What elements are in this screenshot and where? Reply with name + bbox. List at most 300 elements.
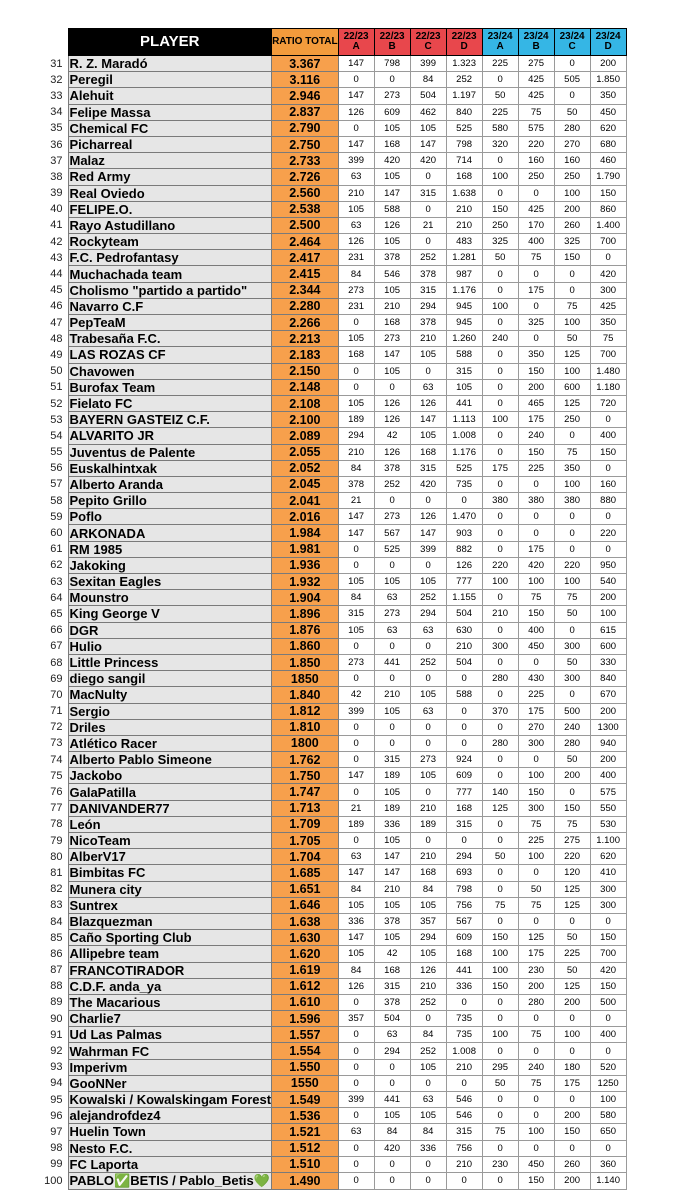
period-value: 425 — [518, 88, 554, 104]
period-value: 100 — [554, 1027, 590, 1043]
period-value: 0 — [410, 784, 446, 800]
period-value: 1.008 — [446, 428, 482, 444]
ratio-total: 1.536 — [272, 1108, 339, 1124]
period-value: 399 — [410, 56, 446, 72]
period-value: 100 — [518, 768, 554, 784]
period-value: 150 — [590, 930, 626, 946]
table-row — [30, 913, 626, 929]
period-value: 615 — [590, 622, 626, 638]
period-value: 680 — [590, 136, 626, 152]
table-row — [30, 1156, 626, 1172]
rank-number: 56 — [50, 462, 63, 475]
period-value: 225 — [518, 460, 554, 476]
period-value: 350 — [590, 315, 626, 331]
period-value: 210 — [446, 1059, 482, 1075]
period-value: 150 — [554, 1124, 590, 1140]
period-value: 1.180 — [590, 379, 626, 395]
ratio-total: 2.183 — [272, 347, 339, 363]
period-value: 0 — [374, 1059, 410, 1075]
period-value: 420 — [518, 557, 554, 573]
period-value: 693 — [446, 865, 482, 881]
ratio-total: 2.016 — [272, 509, 339, 525]
rank-number: 99 — [50, 1158, 63, 1171]
period-value: 75 — [590, 331, 626, 347]
ratio-total: 2.041 — [272, 493, 339, 509]
period-value: 84 — [410, 881, 446, 897]
period-value: 0 — [410, 363, 446, 379]
period-value: 175 — [518, 412, 554, 428]
period-value: 505 — [554, 72, 590, 88]
period-value: 189 — [338, 412, 374, 428]
period-value: 0 — [482, 719, 518, 735]
ratio-total: 2.266 — [272, 315, 339, 331]
ratio-total: 1.554 — [272, 1043, 339, 1059]
period-value: 270 — [518, 719, 554, 735]
ratio-total: 1.747 — [272, 784, 339, 800]
period-value: 21 — [338, 800, 374, 816]
period-value: 105 — [410, 428, 446, 444]
period-value: 250 — [554, 169, 590, 185]
ratio-total: 1.651 — [272, 881, 339, 897]
rank-number: 67 — [50, 640, 63, 653]
period-value: 0 — [554, 428, 590, 444]
period-value: 441 — [374, 1092, 410, 1108]
period-value: 400 — [518, 622, 554, 638]
ratio-total: 1.638 — [272, 913, 339, 929]
ratio-total: 2.837 — [272, 104, 339, 120]
player-name: Little Princess — [68, 654, 272, 670]
period-value: 105 — [338, 395, 374, 411]
period-value: 315 — [338, 606, 374, 622]
period-value: 1.470 — [446, 509, 482, 525]
period-value: 0 — [482, 379, 518, 395]
ratio-total: 1.510 — [272, 1156, 339, 1172]
period-value: 240 — [482, 331, 518, 347]
rank-number: 76 — [50, 786, 63, 799]
period-value: 225 — [482, 104, 518, 120]
table-row — [30, 719, 626, 735]
player-name: FC Laporta — [68, 1156, 272, 1172]
period-value: 525 — [446, 120, 482, 136]
rank-number: 47 — [50, 316, 63, 329]
period-value: 126 — [338, 104, 374, 120]
ratio-total: 2.790 — [272, 120, 339, 136]
table-row — [30, 266, 626, 282]
player-name: Peregil — [68, 72, 272, 88]
period-value: 0 — [482, 687, 518, 703]
period-value: 150 — [554, 800, 590, 816]
period-value: 0 — [518, 476, 554, 492]
player-name: Cholismo "partido a partido" — [68, 282, 272, 298]
period-value: 0 — [374, 557, 410, 573]
period-value: 50 — [554, 606, 590, 622]
period-value: 300 — [554, 638, 590, 654]
rank-number: 65 — [50, 607, 63, 620]
period-value: 425 — [590, 298, 626, 314]
period-value: 504 — [410, 88, 446, 104]
period-value: 399 — [338, 153, 374, 169]
period-value: 220 — [518, 136, 554, 152]
ratio-total: 2.280 — [272, 298, 339, 314]
period-value: 100 — [554, 185, 590, 201]
rank-number: 55 — [50, 446, 63, 459]
period-value: 0 — [482, 266, 518, 282]
period-value: 260 — [554, 1156, 590, 1172]
period-value: 1.113 — [446, 412, 482, 428]
period-value: 168 — [410, 865, 446, 881]
period-value: 147 — [338, 88, 374, 104]
period-value: 1.260 — [446, 331, 482, 347]
period-value: 105 — [374, 703, 410, 719]
rank-number: 34 — [50, 106, 63, 119]
ratio-total: 1850 — [272, 671, 339, 687]
player-name: Navarro C.F — [68, 298, 272, 314]
rank-number: 33 — [50, 89, 63, 102]
period-value: 125 — [482, 800, 518, 816]
period-value: 240 — [518, 1059, 554, 1075]
period-value: 0 — [338, 541, 374, 557]
period-value: 0 — [590, 460, 626, 476]
period-value: 225 — [554, 946, 590, 962]
rank-number: 58 — [50, 494, 63, 507]
player-name: Allipebre team — [68, 946, 272, 962]
period-value: 0 — [590, 412, 626, 428]
ratio-total: 2.213 — [272, 331, 339, 347]
period-value: 210 — [338, 444, 374, 460]
period-value: 0 — [554, 784, 590, 800]
ratio-total: 1.713 — [272, 800, 339, 816]
ratio-total: 1.612 — [272, 978, 339, 994]
player-name: Imperivm — [68, 1059, 272, 1075]
ratio-total: 3.116 — [272, 72, 339, 88]
period-value: 350 — [554, 460, 590, 476]
period-value: 530 — [590, 816, 626, 832]
period-value: 460 — [590, 153, 626, 169]
rank-number: 44 — [50, 268, 63, 281]
period-value: 504 — [446, 606, 482, 622]
period-value: 600 — [554, 379, 590, 395]
period-value: 462 — [410, 104, 446, 120]
period-value: 125 — [554, 347, 590, 363]
period-value: 210 — [410, 978, 446, 994]
rank-number: 97 — [50, 1125, 63, 1138]
rank-number: 80 — [50, 850, 63, 863]
rank-number: 89 — [50, 996, 63, 1009]
period-value: 0 — [446, 994, 482, 1010]
period-value: 0 — [482, 590, 518, 606]
period-value: 0 — [446, 1075, 482, 1091]
period-value: 1.400 — [590, 217, 626, 233]
period-value: 0 — [482, 428, 518, 444]
period-value: 380 — [482, 493, 518, 509]
period-value: 147 — [374, 185, 410, 201]
period-value: 0 — [482, 768, 518, 784]
period-value: 220 — [554, 849, 590, 865]
period-value: 735 — [446, 1011, 482, 1027]
period-value: 0 — [374, 379, 410, 395]
period-value: 50 — [554, 654, 590, 670]
period-value: 280 — [554, 735, 590, 751]
ratio-total: 1.840 — [272, 687, 339, 703]
table-row — [30, 800, 626, 816]
period-value: 273 — [410, 752, 446, 768]
ratio-total: 1.610 — [272, 994, 339, 1010]
rank-number: 57 — [50, 478, 63, 491]
period-value: 0 — [518, 865, 554, 881]
rank-number: 41 — [50, 219, 63, 232]
period-value: 150 — [590, 185, 626, 201]
rank-number: 32 — [50, 73, 63, 86]
period-value: 315 — [410, 460, 446, 476]
period-value: 0 — [590, 1011, 626, 1027]
period-value: 126 — [374, 217, 410, 233]
period-value: 609 — [446, 930, 482, 946]
table-row — [30, 509, 626, 525]
period-value: 504 — [446, 654, 482, 670]
period-value: 0 — [410, 1172, 446, 1189]
player-name: Huelin Town — [68, 1124, 272, 1140]
period-value: 50 — [554, 104, 590, 120]
period-value: 120 — [554, 865, 590, 881]
period-value: 280 — [482, 671, 518, 687]
ratio-total: 1.521 — [272, 1124, 339, 1140]
period-value: 550 — [590, 800, 626, 816]
player-name: RM 1985 — [68, 541, 272, 557]
rank-number: 64 — [50, 591, 63, 604]
period-value: 840 — [446, 104, 482, 120]
period-value: 125 — [554, 897, 590, 913]
player-name: ARKONADA — [68, 525, 272, 541]
period-value: 720 — [590, 395, 626, 411]
period-value: 504 — [374, 1011, 410, 1027]
table-row — [30, 978, 626, 994]
period-value: 160 — [590, 476, 626, 492]
period-value: 150 — [590, 444, 626, 460]
period-value: 150 — [554, 250, 590, 266]
period-value: 105 — [338, 331, 374, 347]
period-value: 0 — [446, 671, 482, 687]
period-value: 0 — [482, 816, 518, 832]
period-value: 189 — [338, 816, 374, 832]
rank-number: 69 — [50, 672, 63, 685]
period-header-2324-a: 23/24 A — [482, 29, 518, 56]
period-value: 250 — [518, 169, 554, 185]
player-name: NicoTeam — [68, 833, 272, 849]
ratio-total: 2.415 — [272, 266, 339, 282]
period-value: 75 — [482, 897, 518, 913]
ratio-total: 1.620 — [272, 946, 339, 962]
period-value: 882 — [446, 541, 482, 557]
table-row — [30, 897, 626, 913]
period-value: 441 — [374, 654, 410, 670]
rank-number: 62 — [50, 559, 63, 572]
period-value: 105 — [410, 897, 446, 913]
period-value: 210 — [446, 1156, 482, 1172]
period-value: 150 — [518, 444, 554, 460]
period-value: 630 — [446, 622, 482, 638]
period-value: 105 — [374, 784, 410, 800]
rank-number: 50 — [50, 365, 63, 378]
ratio-total: 2.052 — [272, 460, 339, 476]
period-value: 105 — [410, 768, 446, 784]
ratio-total: 1.750 — [272, 768, 339, 784]
period-value: 0 — [518, 298, 554, 314]
period-value: 200 — [554, 994, 590, 1010]
period-value: 300 — [590, 282, 626, 298]
ratio-total: 1.812 — [272, 703, 339, 719]
period-value: 105 — [374, 363, 410, 379]
period-value: 0 — [482, 654, 518, 670]
player-name: Wahrman FC — [68, 1043, 272, 1059]
period-value: 150 — [482, 930, 518, 946]
period-value: 180 — [554, 1059, 590, 1075]
period-value: 210 — [446, 201, 482, 217]
rank-number: 46 — [50, 300, 63, 313]
rank-number: 72 — [50, 721, 63, 734]
period-value: 200 — [518, 978, 554, 994]
period-value: 0 — [518, 1092, 554, 1108]
period-value: 840 — [590, 671, 626, 687]
period-value: 0 — [554, 1043, 590, 1059]
period-value: 63 — [338, 169, 374, 185]
player-name: Blazquezman — [68, 913, 272, 929]
period-value: 0 — [482, 994, 518, 1010]
period-value: 105 — [410, 687, 446, 703]
period-value: 150 — [482, 978, 518, 994]
period-value: 210 — [410, 331, 446, 347]
period-value: 500 — [554, 703, 590, 719]
period-value: 0 — [518, 752, 554, 768]
period-value: 0 — [554, 282, 590, 298]
ratio-total: 2.733 — [272, 153, 339, 169]
period-value: 231 — [338, 250, 374, 266]
period-header-2324-b: 23/24 B — [518, 29, 554, 56]
period-value: 400 — [590, 1027, 626, 1043]
period-value: 0 — [374, 1075, 410, 1091]
period-value: 441 — [446, 395, 482, 411]
period-value: 21 — [338, 493, 374, 509]
table-row — [30, 703, 626, 719]
table-row — [30, 994, 626, 1010]
rank-number: 94 — [50, 1077, 63, 1090]
period-value: 147 — [410, 412, 446, 428]
period-value: 230 — [482, 1156, 518, 1172]
ratio-total: 2.750 — [272, 136, 339, 152]
period-value: 483 — [446, 234, 482, 250]
period-value: 63 — [410, 703, 446, 719]
period-value: 420 — [410, 153, 446, 169]
period-value: 252 — [410, 250, 446, 266]
table-row — [30, 331, 626, 347]
rank-number: 66 — [50, 624, 63, 637]
period-value: 126 — [446, 557, 482, 573]
period-value: 63 — [338, 1124, 374, 1140]
table-row — [30, 1172, 626, 1189]
period-value: 0 — [482, 833, 518, 849]
table-row — [30, 768, 626, 784]
player-name: Ud Las Palmas — [68, 1027, 272, 1043]
period-value: 465 — [518, 395, 554, 411]
period-value: 300 — [590, 881, 626, 897]
ranking-rows — [30, 56, 626, 1190]
table-row — [30, 557, 626, 573]
period-value: 0 — [374, 719, 410, 735]
ratio-total: 1.705 — [272, 833, 339, 849]
player-name: R. Z. Maradó — [68, 56, 272, 72]
period-value: 252 — [410, 1043, 446, 1059]
table-row — [30, 1140, 626, 1156]
period-value: 63 — [410, 379, 446, 395]
rank-number: 74 — [50, 753, 63, 766]
player-name: BAYERN GASTEIZ C.F. — [68, 412, 272, 428]
period-value: 175 — [482, 460, 518, 476]
period-value: 100 — [482, 169, 518, 185]
period-value: 126 — [374, 412, 410, 428]
period-value: 1.323 — [446, 56, 482, 72]
period-value: 0 — [518, 1140, 554, 1156]
period-value: 0 — [518, 331, 554, 347]
ratio-total: 2.500 — [272, 217, 339, 233]
period-value: 147 — [338, 525, 374, 541]
ranking-table — [30, 28, 627, 1190]
period-value: 126 — [374, 395, 410, 411]
period-value: 0 — [374, 1172, 410, 1189]
period-value: 150 — [518, 1172, 554, 1189]
period-value: 105 — [338, 897, 374, 913]
ratio-total: 1.810 — [272, 719, 339, 735]
period-value: 315 — [410, 282, 446, 298]
period-value: 880 — [590, 493, 626, 509]
rank-number: 75 — [50, 769, 63, 782]
period-value: 100 — [482, 1027, 518, 1043]
period-value: 600 — [590, 638, 626, 654]
player-name: León — [68, 816, 272, 832]
rank-number: 43 — [50, 251, 63, 264]
ratio-total: 2.089 — [272, 428, 339, 444]
period-value: 0 — [338, 994, 374, 1010]
period-value: 0 — [554, 56, 590, 72]
period-value: 0 — [518, 266, 554, 282]
period-value: 84 — [410, 72, 446, 88]
period-value: 84 — [410, 1027, 446, 1043]
player-name: Alehuit — [68, 88, 272, 104]
period-value: 147 — [338, 56, 374, 72]
period-value: 126 — [338, 978, 374, 994]
ratio-total: 1.876 — [272, 622, 339, 638]
period-value: 1.176 — [446, 282, 482, 298]
period-value: 0 — [482, 509, 518, 525]
period-value: 260 — [554, 217, 590, 233]
period-value: 380 — [554, 493, 590, 509]
period-value: 175 — [518, 541, 554, 557]
period-value: 0 — [482, 444, 518, 460]
period-value: 105 — [410, 120, 446, 136]
period-value: 0 — [554, 509, 590, 525]
period-value: 525 — [446, 460, 482, 476]
period-value: 63 — [374, 622, 410, 638]
player-name: Felipe Massa — [68, 104, 272, 120]
player-name: Nesto F.C. — [68, 1140, 272, 1156]
player-name: Hulio — [68, 638, 272, 654]
period-value: 100 — [590, 606, 626, 622]
player-name: PepTeaM — [68, 315, 272, 331]
period-value: 798 — [374, 56, 410, 72]
period-value: 200 — [590, 590, 626, 606]
table-row — [30, 735, 626, 751]
period-value: 105 — [374, 574, 410, 590]
player-name: GalaPatilla — [68, 784, 272, 800]
ratio-total: 1.896 — [272, 606, 339, 622]
